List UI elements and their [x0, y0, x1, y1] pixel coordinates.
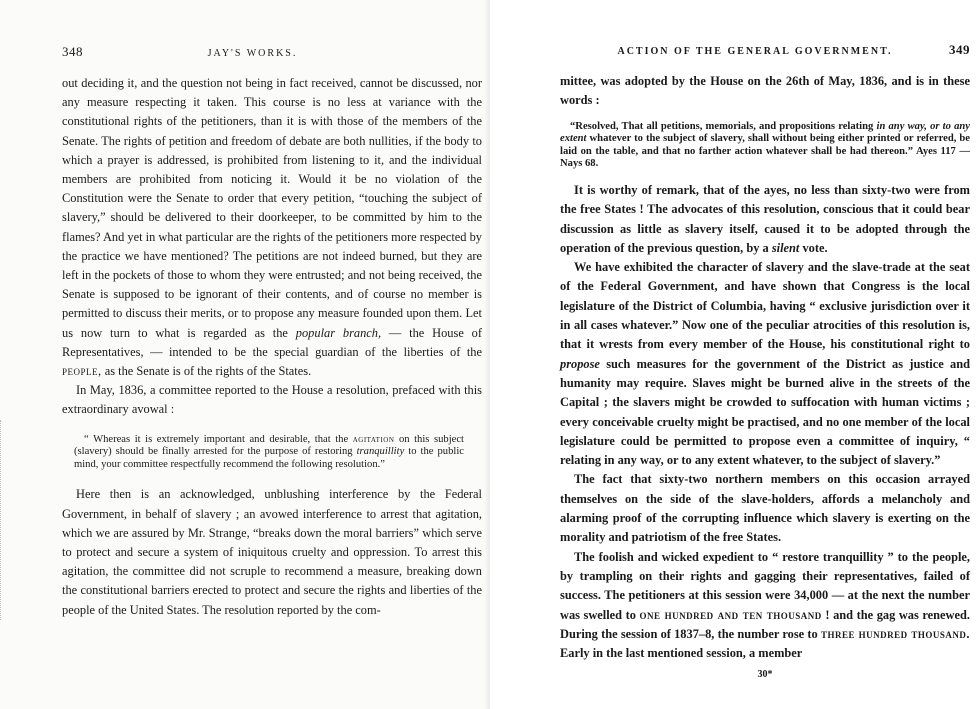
paragraph: The fact that sixty-two northern members on this occasion arrayed themselves on the side of the slave-holders, affords a melancholy and alarming proof of the corrupting influence which slavery is exerting on the morality and patriotism of the free States. — [560, 472, 970, 545]
paragraph: We have exhibited the character of slavery and the slave-trade at the seat of the Federal Government, and have shown that Congress is the local legislature of the District of Columbia, having “ exclusive jurisdiction over it in all cases whatever.” Now one of the peculiar atrocities of this resolution is, that it wrests from every member of the House, his constitutional right to propose such measures for the government of the District as justice and humanity may require. Slaves might be burned alive in the streets of the Capital ; the slavers might be crowded to suffocation with human victims ; every conceivable cruelty might be practised, and no one member of the local legislature could be permitted to propose even a committee of inquiry, “ relating in any way, or to any extent whatever, to the subject of slavery.” — [560, 260, 970, 468]
block-quote: “Resolved, That all petitions, memorials, and propositions relating in any way, or to any extent whatever to the subject of slavery, shall without being either printed or referred, be laid on the table, and that no farther action whatever shall be had thereon.” Ayes 117 — Nays 68. — [560, 120, 970, 170]
paragraph: mittee, was adopted by the House on the 26th of May, 1836, and is in these words : — [560, 74, 970, 108]
signature-mark: 30* — [757, 669, 773, 681]
left-page-text — [62, 74, 482, 620]
page-number: 349 — [948, 42, 970, 57]
paragraph: In May, 1836, a committee reported to the House a resolution, prefaced with this extraordinary avowal : — [62, 383, 482, 417]
paragraph: The foolish and wicked expedient to “ restore tranquillity ” to the people, by trampling on their rights and gagging their representatives, failed of success. The petitioners at this session were 34,000 — at the next the number was swelled to one hundred and ten thousand ! and the gag was renewed. During the session of 1837–8, the number rose to three hundred thousand. Early in the last mentioned session, a member — [560, 549, 971, 661]
left-page-header — [62, 44, 482, 60]
paragraph: Here then is an acknowledged, unblushing interference by the Federal Government, in behalf of slavery ; an avowed interference to arrest that agitation, which we are assured by Mr. Strange, “breaks down the moral barriers” which serve to protect and secure a system of iniquitous cruelty and oppression. To arrest this agitation, the committee did not scruple to recommend a measure, breaking down the constitutional barriers erected to protect and secure the rights and liberties of the people of the United States. The resolution reported by the com- — [62, 487, 482, 617]
running-title: ACTION OF THE GENERAL GOVERNMENT. — [617, 46, 893, 57]
right-page-header — [560, 42, 970, 58]
right-page-text — [560, 72, 970, 680]
paragraph: out deciding it, and the question not being in fact received, cannot be discussed, nor any measure respecting it taken. This course is no less at variance with the constitutional rights of the petitioners, than it is with those of the members of the Senate. The rights of petition and freedom of debate are both nullities, if the body to which a prayer is addressed, is prohibited from listening to it, and the individual members are prohibited from noticing it. Would it be no violation of the Constitution were the Senate to order that every petition, “touching the subject of slavery,” should be delivered to their doorkeeper, to be committed by him to the flames? And yet in what particular are the rights of the petitioners more respected by the practice we have mentioned? The petitions are not indeed burned, but they are left in the pockets of those to whom they were entrusted; and not being received, the Senate is supposed to be ignorant of their contents, and of course no member is permitted to discuss their merits, or to propose any measure founded upon them. Let us now turn to what is regarded as the popular branch, — the House of Representatives, — intended to be the special guardian of the liberties of the people, as the Senate is of the rights of the States. — [62, 76, 482, 379]
right-page — [490, 0, 980, 709]
page-number: 348 — [62, 44, 83, 59]
paragraph: It is worthy of remark, that of the ayes, no less than sixty-two were from the free States ! The advocates of this resolution, conscious that it could bear discussion as little as slavery itself, caused it to be adopted through the operation of the previous question, by a silent vote. — [560, 182, 970, 255]
block-quote: “ Whereas it is extremely important and desirable, that the agitation on this subject (slavery) should be finally arrested for the purpose of restoring tranquillity to the public mind, your committee respectfully recommend the following resolution.” — [74, 433, 464, 470]
margin-marks — [0, 420, 15, 620]
running-title: JAY'S WORKS. — [207, 48, 298, 59]
